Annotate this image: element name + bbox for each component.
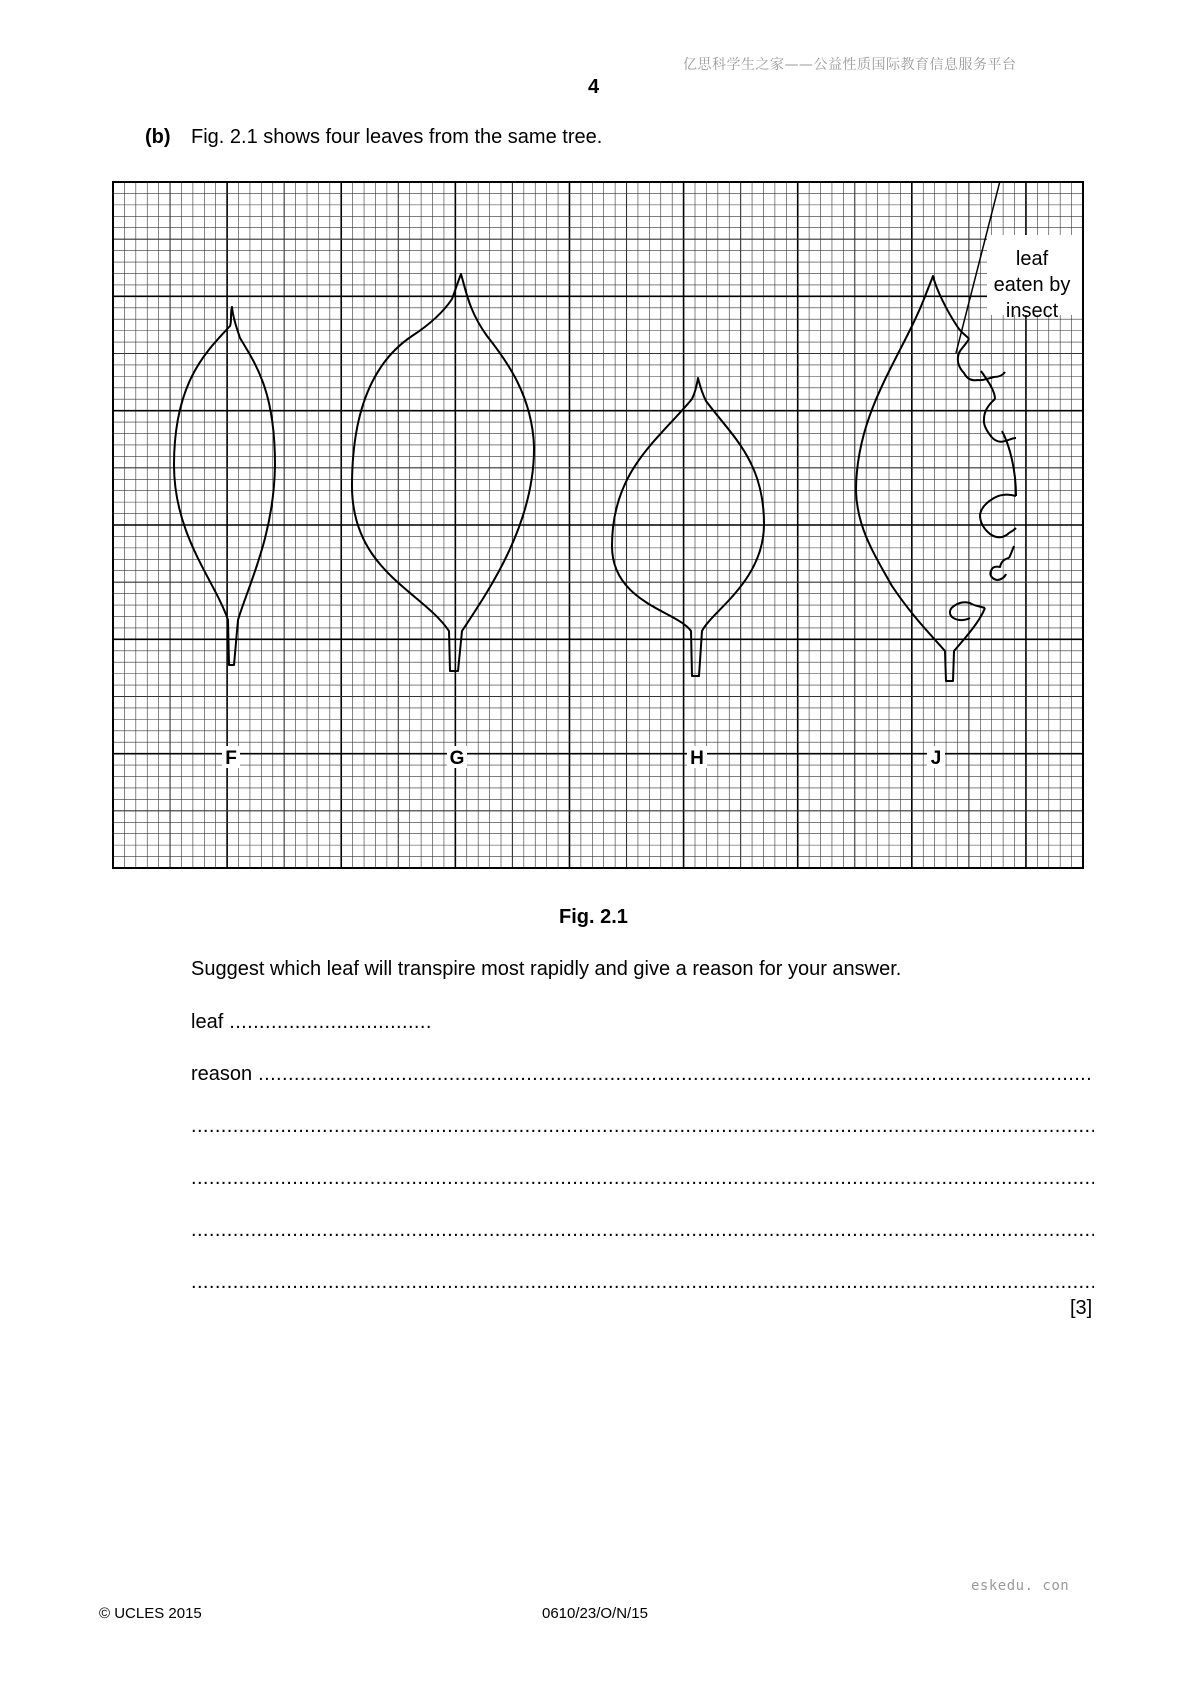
annotation-line-2: eaten by <box>993 274 1071 296</box>
reason-answer-line-1[interactable] <box>191 1063 1094 1086</box>
leaf-j-bite-3 <box>980 495 1016 538</box>
leaf-label-h: H <box>690 748 704 769</box>
reason-answer-label: reason <box>191 1063 253 1085</box>
leaf-label-j: J <box>930 748 942 769</box>
leaf-answer-label: leaf <box>191 1011 224 1033</box>
leaf-j-bite-2 <box>984 399 1016 442</box>
leaf-answer-dots <box>229 1011 431 1034</box>
leaf-j-bite-4 <box>990 558 1009 580</box>
leaf-j-outline <box>856 299 985 681</box>
leaf-answer-line[interactable] <box>191 1011 431 1034</box>
leaf-g-outline <box>352 274 534 671</box>
figure-caption: Fig. 2.1 <box>559 906 628 928</box>
watermark-footer: eskedu. con <box>971 1578 1070 1594</box>
leaf-figure <box>112 181 1084 869</box>
leaf-j-bite-1 <box>958 339 1005 380</box>
reason-answer-line-2[interactable] <box>191 1115 1094 1138</box>
leaf-label-g: G <box>449 748 465 769</box>
annotation-line-1: leaf <box>1015 248 1049 270</box>
page-number: 4 <box>588 76 600 98</box>
reason-answer-line-4[interactable] <box>191 1219 1094 1242</box>
annotation-line-3: insect <box>1005 300 1059 322</box>
leaf-f-outline <box>174 307 275 665</box>
reason-answer-dots <box>191 1271 1094 1294</box>
question-part-label: (b) <box>145 126 171 148</box>
question-prompt: Suggest which leaf will transpire most rapidly and give a reason for your answer. <box>191 958 902 980</box>
watermark-header: 亿思科学生之家——公益性质国际教育信息服务平台 <box>683 57 1017 73</box>
reason-answer-line-3[interactable] <box>191 1167 1094 1190</box>
footer-paper-code: 0610/23/O/N/15 <box>542 1605 648 1622</box>
reason-answer-dots <box>191 1219 1094 1242</box>
question-intro: Fig. 2.1 shows four leaves from the same tree. <box>191 126 603 148</box>
reason-answer-dots <box>191 1115 1094 1138</box>
reason-answer-dots <box>258 1063 1094 1086</box>
reason-answer-dots <box>191 1167 1094 1190</box>
reason-answer-line-5[interactable] <box>191 1271 1094 1294</box>
marks-available: [3] <box>1070 1297 1093 1319</box>
footer-copyright: © UCLES 2015 <box>99 1605 202 1622</box>
leaf-h-outline <box>612 378 764 676</box>
leaf-j-outline <box>981 371 995 399</box>
leaf-label-f: F <box>225 748 237 769</box>
